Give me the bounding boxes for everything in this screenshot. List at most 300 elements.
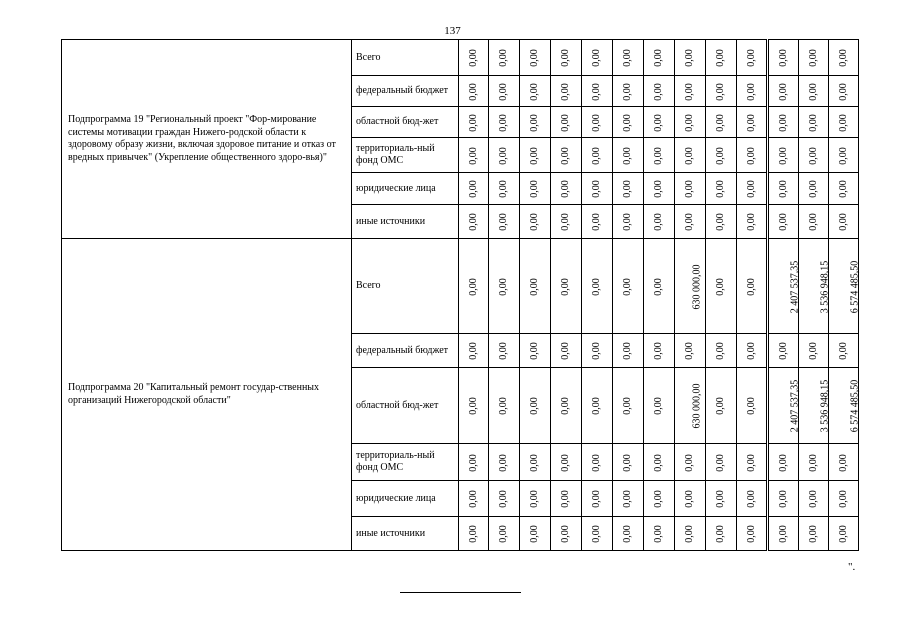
cell-value: 0,00: [745, 146, 757, 165]
cell-value: 0,00: [622, 146, 633, 165]
value-cell: [706, 481, 737, 517]
value-cell: [520, 368, 551, 444]
value-cell: [737, 107, 768, 138]
value-cell: [551, 239, 582, 334]
cell-value: 0,00: [622, 82, 633, 101]
cell-value: 0,00: [591, 180, 602, 198]
cell-value: 0,00: [684, 490, 695, 508]
cell-value: 0,00: [745, 490, 757, 508]
value-cell: [551, 205, 582, 239]
cell-value: 0,00: [837, 113, 849, 132]
cell-value: 630 000,00: [691, 383, 703, 429]
value-cell: [459, 517, 489, 551]
cell-value: 0,00: [684, 113, 695, 132]
cell-value: 0,00: [653, 397, 664, 415]
table-row: [62, 239, 889, 334]
value-cell: [768, 334, 799, 368]
value-cell: [799, 76, 829, 107]
value-cell: [768, 205, 799, 239]
value-cell: [644, 107, 675, 138]
cell-value: 0,00: [837, 146, 849, 165]
cell-value: 0,00: [807, 213, 819, 231]
cell-value: 0,00: [807, 453, 819, 472]
cell-value: 0,00: [591, 277, 602, 296]
cell-value: 0,00: [777, 82, 789, 101]
value-cell: [489, 368, 520, 444]
value-cell: [829, 107, 859, 138]
value-cell: [675, 368, 706, 444]
cell-value: 6 574 485,50: [849, 260, 861, 313]
value-cell: [675, 205, 706, 239]
cell-value: 0,00: [467, 213, 479, 231]
cell-value: 0,00: [622, 342, 633, 360]
table-row: [62, 40, 889, 76]
cell-value: 0,00: [715, 49, 726, 67]
value-cell: [489, 173, 520, 205]
cell-value: 0,00: [653, 82, 664, 101]
funding-source: Всего: [352, 239, 459, 334]
cell-value: 3 536 948,15: [819, 379, 831, 433]
cell-value: 0,00: [837, 82, 849, 101]
value-cell: [829, 239, 859, 334]
value-cell: [551, 173, 582, 205]
value-cell: [644, 444, 675, 481]
value-cell: [613, 40, 644, 76]
cell-value: 0,00: [560, 490, 571, 508]
cell-value: 0,00: [498, 113, 509, 132]
cell-value: 0,00: [529, 113, 540, 132]
value-cell: [551, 334, 582, 368]
cell-value: 6 574 485,50: [849, 379, 861, 433]
value-cell: [675, 334, 706, 368]
value-cell: [644, 138, 675, 173]
value-cell: [644, 76, 675, 107]
value-cell: [489, 205, 520, 239]
cell-value: 0,00: [837, 525, 849, 543]
value-cell: [644, 368, 675, 444]
value-cell: [551, 76, 582, 107]
value-cell: [737, 205, 768, 239]
value-cell: [706, 138, 737, 173]
value-cell: [459, 334, 489, 368]
cell-value: 0,00: [498, 342, 509, 360]
cell-value: 0,00: [529, 453, 540, 472]
cell-value: 0,00: [467, 49, 479, 67]
cell-value: 0,00: [684, 49, 695, 67]
cell-value: 0,00: [684, 180, 695, 198]
funding-source: иные источники: [352, 205, 459, 239]
value-cell: [613, 107, 644, 138]
cell-value: 0,00: [498, 213, 509, 231]
value-cell: [644, 334, 675, 368]
value-cell: [706, 239, 737, 334]
cell-value: 0,00: [498, 180, 509, 198]
value-cell: [706, 107, 737, 138]
value-cell: [489, 334, 520, 368]
value-cell: [520, 205, 551, 239]
value-cell: [675, 444, 706, 481]
value-cell: [459, 368, 489, 444]
cell-value: 0,00: [684, 82, 695, 101]
funding-source: федеральный бюджет: [352, 334, 459, 368]
cell-value: 0,00: [560, 342, 571, 360]
funding-source: юридические лица: [352, 173, 459, 205]
value-cell: [489, 107, 520, 138]
subprogram-title: Подпрограмма 20 "Капитальный ремонт государ-ственных организаций Нижегородской области": [62, 239, 352, 551]
value-cell: [459, 239, 489, 334]
value-cell: [768, 76, 799, 107]
value-cell: [768, 517, 799, 551]
cell-value: 0,00: [529, 213, 540, 231]
value-cell: [799, 368, 829, 444]
value-cell: [799, 205, 829, 239]
value-cell: [829, 444, 859, 481]
value-cell: [551, 107, 582, 138]
cell-value: 0,00: [777, 453, 789, 472]
cell-value: 0,00: [837, 49, 849, 67]
value-cell: [737, 444, 768, 481]
value-cell: [613, 76, 644, 107]
value-cell: [459, 40, 489, 76]
value-cell: [706, 76, 737, 107]
value-cell: [768, 138, 799, 173]
cell-value: 0,00: [684, 146, 695, 165]
value-cell: [737, 334, 768, 368]
value-cell: [520, 239, 551, 334]
value-cell: [768, 40, 799, 76]
cell-value: 0,00: [715, 180, 726, 198]
cell-value: 0,00: [807, 342, 819, 360]
cell-value: 0,00: [560, 397, 571, 415]
value-cell: [582, 138, 613, 173]
funding-source: территориаль-ный фонд ОМС: [352, 138, 459, 173]
cell-value: 0,00: [498, 49, 509, 67]
cell-value: 0,00: [591, 213, 602, 231]
cell-value: 0,00: [807, 180, 819, 198]
cell-value: 0,00: [653, 49, 664, 67]
cell-value: 0,00: [560, 453, 571, 472]
cell-value: 0,00: [807, 49, 819, 67]
funding-source: юридические лица: [352, 481, 459, 517]
cell-value: 0,00: [560, 82, 571, 101]
value-cell: [799, 239, 829, 334]
cell-value: 0,00: [715, 146, 726, 165]
value-cell: [799, 334, 829, 368]
cell-value: 2 407 537,35: [789, 260, 801, 313]
cell-value: 0,00: [622, 453, 633, 472]
cell-value: 0,00: [529, 180, 540, 198]
value-cell: [706, 517, 737, 551]
cell-value: 0,00: [777, 342, 789, 360]
cell-value: 0,00: [653, 490, 664, 508]
cell-value: 0,00: [715, 342, 726, 360]
cell-value: 0,00: [622, 525, 633, 543]
cell-value: 0,00: [653, 453, 664, 472]
cell-value: 0,00: [560, 525, 571, 543]
value-cell: [799, 138, 829, 173]
funding-source: федеральный бюджет: [352, 76, 459, 107]
value-cell: [489, 444, 520, 481]
cell-value: 0,00: [622, 180, 633, 198]
funding-source: Всего: [352, 40, 459, 76]
cell-value: 0,00: [807, 146, 819, 165]
cell-value: 0,00: [529, 82, 540, 101]
cell-value: 0,00: [622, 277, 633, 296]
cell-value: 0,00: [684, 453, 695, 472]
value-cell: [459, 205, 489, 239]
value-cell: [613, 481, 644, 517]
funding-source: иные источники: [352, 517, 459, 551]
cell-value: 0,00: [591, 453, 602, 472]
cell-value: 0,00: [622, 490, 633, 508]
cell-value: 0,00: [622, 49, 633, 67]
cell-value: 0,00: [653, 213, 664, 231]
value-cell: [582, 173, 613, 205]
cell-value: 0,00: [529, 525, 540, 543]
value-cell: [489, 239, 520, 334]
value-cell: [489, 481, 520, 517]
cell-value: 0,00: [467, 277, 479, 296]
cell-value: 0,00: [467, 82, 479, 101]
cell-value: 0,00: [591, 82, 602, 101]
value-cell: [799, 481, 829, 517]
value-cell: [520, 481, 551, 517]
value-cell: [829, 40, 859, 76]
value-cell: [459, 444, 489, 481]
value-cell: [459, 173, 489, 205]
cell-value: 0,00: [498, 525, 509, 543]
cell-value: 0,00: [653, 277, 664, 296]
cell-value: 0,00: [745, 180, 757, 198]
cell-value: 0,00: [715, 82, 726, 101]
cell-value: 0,00: [622, 397, 633, 415]
cell-value: 0,00: [467, 146, 479, 165]
value-cell: [582, 481, 613, 517]
value-cell: [829, 205, 859, 239]
value-cell: [644, 40, 675, 76]
value-cell: [520, 173, 551, 205]
value-cell: [706, 334, 737, 368]
cell-value: 0,00: [467, 525, 479, 543]
cell-value: 0,00: [837, 342, 849, 360]
cell-value: 0,00: [467, 490, 479, 508]
value-cell: [520, 444, 551, 481]
cell-value: 0,00: [745, 213, 757, 231]
cell-value: 0,00: [560, 49, 571, 67]
value-cell: [799, 107, 829, 138]
value-cell: [489, 138, 520, 173]
cell-value: 0,00: [715, 397, 726, 415]
cell-value: 0,00: [715, 490, 726, 508]
cell-value: 0,00: [467, 397, 479, 415]
value-cell: [582, 517, 613, 551]
value-cell: [675, 138, 706, 173]
value-cell: [799, 40, 829, 76]
value-cell: [613, 173, 644, 205]
funding-source: областной бюд-жет: [352, 368, 459, 444]
cell-value: 0,00: [529, 146, 540, 165]
cell-value: 0,00: [498, 146, 509, 165]
cell-value: 0,00: [591, 146, 602, 165]
cell-value: 0,00: [777, 146, 789, 165]
cell-value: 0,00: [745, 277, 757, 296]
cell-value: 0,00: [560, 277, 571, 296]
value-cell: [551, 444, 582, 481]
value-cell: [675, 173, 706, 205]
cell-value: 0,00: [715, 525, 726, 543]
cell-value: 0,00: [653, 146, 664, 165]
cell-value: 0,00: [560, 146, 571, 165]
page-number: 137: [444, 25, 461, 37]
cell-value: 0,00: [560, 113, 571, 132]
value-cell: [582, 107, 613, 138]
value-cell: [737, 368, 768, 444]
value-cell: [520, 40, 551, 76]
cell-value: 0,00: [684, 213, 695, 231]
value-cell: [829, 481, 859, 517]
cell-value: 0,00: [807, 82, 819, 101]
value-cell: [829, 334, 859, 368]
cell-value: 0,00: [715, 113, 726, 132]
cell-value: 3 536 948,15: [819, 260, 831, 313]
cell-value: 0,00: [745, 453, 757, 472]
value-cell: [520, 334, 551, 368]
value-cell: [613, 368, 644, 444]
cell-value: 0,00: [529, 342, 540, 360]
value-cell: [582, 444, 613, 481]
value-cell: [613, 334, 644, 368]
value-cell: [799, 173, 829, 205]
value-cell: [551, 40, 582, 76]
value-cell: [829, 76, 859, 107]
value-cell: [829, 173, 859, 205]
value-cell: [737, 76, 768, 107]
cell-value: 0,00: [745, 49, 757, 67]
cell-value: 0,00: [560, 180, 571, 198]
funding-source: территориаль-ный фонд ОМС: [352, 444, 459, 481]
cell-value: 0,00: [807, 490, 819, 508]
cell-value: 0,00: [591, 113, 602, 132]
value-cell: [675, 76, 706, 107]
value-cell: [582, 368, 613, 444]
value-cell: [459, 138, 489, 173]
value-cell: [459, 481, 489, 517]
cell-value: 0,00: [591, 490, 602, 508]
cell-value: 0,00: [777, 180, 789, 198]
cell-value: 0,00: [837, 180, 849, 198]
value-cell: [706, 205, 737, 239]
value-cell: [459, 76, 489, 107]
cell-value: 0,00: [622, 113, 633, 132]
value-cell: [706, 173, 737, 205]
cell-value: 0,00: [807, 525, 819, 543]
value-cell: [768, 239, 799, 334]
value-cell: [551, 138, 582, 173]
cell-value: 0,00: [837, 213, 849, 231]
value-cell: [613, 205, 644, 239]
value-cell: [613, 517, 644, 551]
value-cell: [737, 138, 768, 173]
value-cell: [799, 444, 829, 481]
value-cell: [675, 517, 706, 551]
cell-value: 0,00: [498, 397, 509, 415]
cell-value: 0,00: [560, 213, 571, 231]
cell-value: 0,00: [498, 277, 509, 296]
value-cell: [582, 205, 613, 239]
cell-value: 0,00: [653, 342, 664, 360]
value-cell: [551, 517, 582, 551]
value-cell: [644, 481, 675, 517]
value-cell: [706, 444, 737, 481]
value-cell: [737, 40, 768, 76]
cell-value: 0,00: [653, 180, 664, 198]
value-cell: [520, 138, 551, 173]
value-cell: [829, 138, 859, 173]
value-cell: [706, 368, 737, 444]
value-cell: [459, 107, 489, 138]
cell-value: 0,00: [591, 525, 602, 543]
cell-value: 0,00: [837, 453, 849, 472]
cell-value: 0,00: [498, 82, 509, 101]
value-cell: [582, 334, 613, 368]
cell-value: 0,00: [684, 525, 695, 543]
cell-value: 0,00: [529, 397, 540, 415]
value-cell: [737, 517, 768, 551]
cell-value: 0,00: [777, 490, 789, 508]
cell-value: 0,00: [777, 525, 789, 543]
cell-value: 0,00: [653, 525, 664, 543]
value-cell: [582, 239, 613, 334]
value-cell: [613, 239, 644, 334]
cell-value: 0,00: [653, 113, 664, 132]
value-cell: [520, 107, 551, 138]
value-cell: [613, 444, 644, 481]
cell-value: 2 407 537,35: [789, 379, 801, 433]
value-cell: [675, 481, 706, 517]
cell-value: 0,00: [529, 49, 540, 67]
funding-source: областной бюд-жет: [352, 107, 459, 138]
value-cell: [489, 517, 520, 551]
cell-value: 630 000,00: [691, 264, 703, 309]
value-cell: [520, 76, 551, 107]
cell-value: 0,00: [777, 49, 789, 67]
value-cell: [737, 173, 768, 205]
value-cell: [706, 40, 737, 76]
cell-value: 0,00: [529, 490, 540, 508]
closing-quote-mark: ".: [848, 561, 856, 573]
value-cell: [675, 239, 706, 334]
value-cell: [613, 138, 644, 173]
value-cell: [768, 173, 799, 205]
cell-value: 0,00: [467, 342, 479, 360]
cell-value: 0,00: [622, 213, 633, 231]
cell-value: 0,00: [837, 490, 849, 508]
cell-value: 0,00: [715, 277, 726, 296]
value-cell: [737, 481, 768, 517]
cell-value: 0,00: [745, 113, 757, 132]
subprogram-title: Подпрограмма 19 "Региональный проект "Фор-мирование системы мотивации граждан Нижего-родской области к здоровому образу жизни, включая здоровое питание и отказ от вредных привычек" (Укрепление общественного здоро-вья)": [62, 40, 352, 239]
value-cell: [737, 239, 768, 334]
value-cell: [799, 517, 829, 551]
value-cell: [768, 107, 799, 138]
cell-value: 0,00: [498, 490, 509, 508]
value-cell: [829, 368, 859, 444]
value-cell: [644, 173, 675, 205]
value-cell: [489, 40, 520, 76]
cell-value: 0,00: [591, 49, 602, 67]
value-cell: [768, 481, 799, 517]
value-cell: [520, 517, 551, 551]
